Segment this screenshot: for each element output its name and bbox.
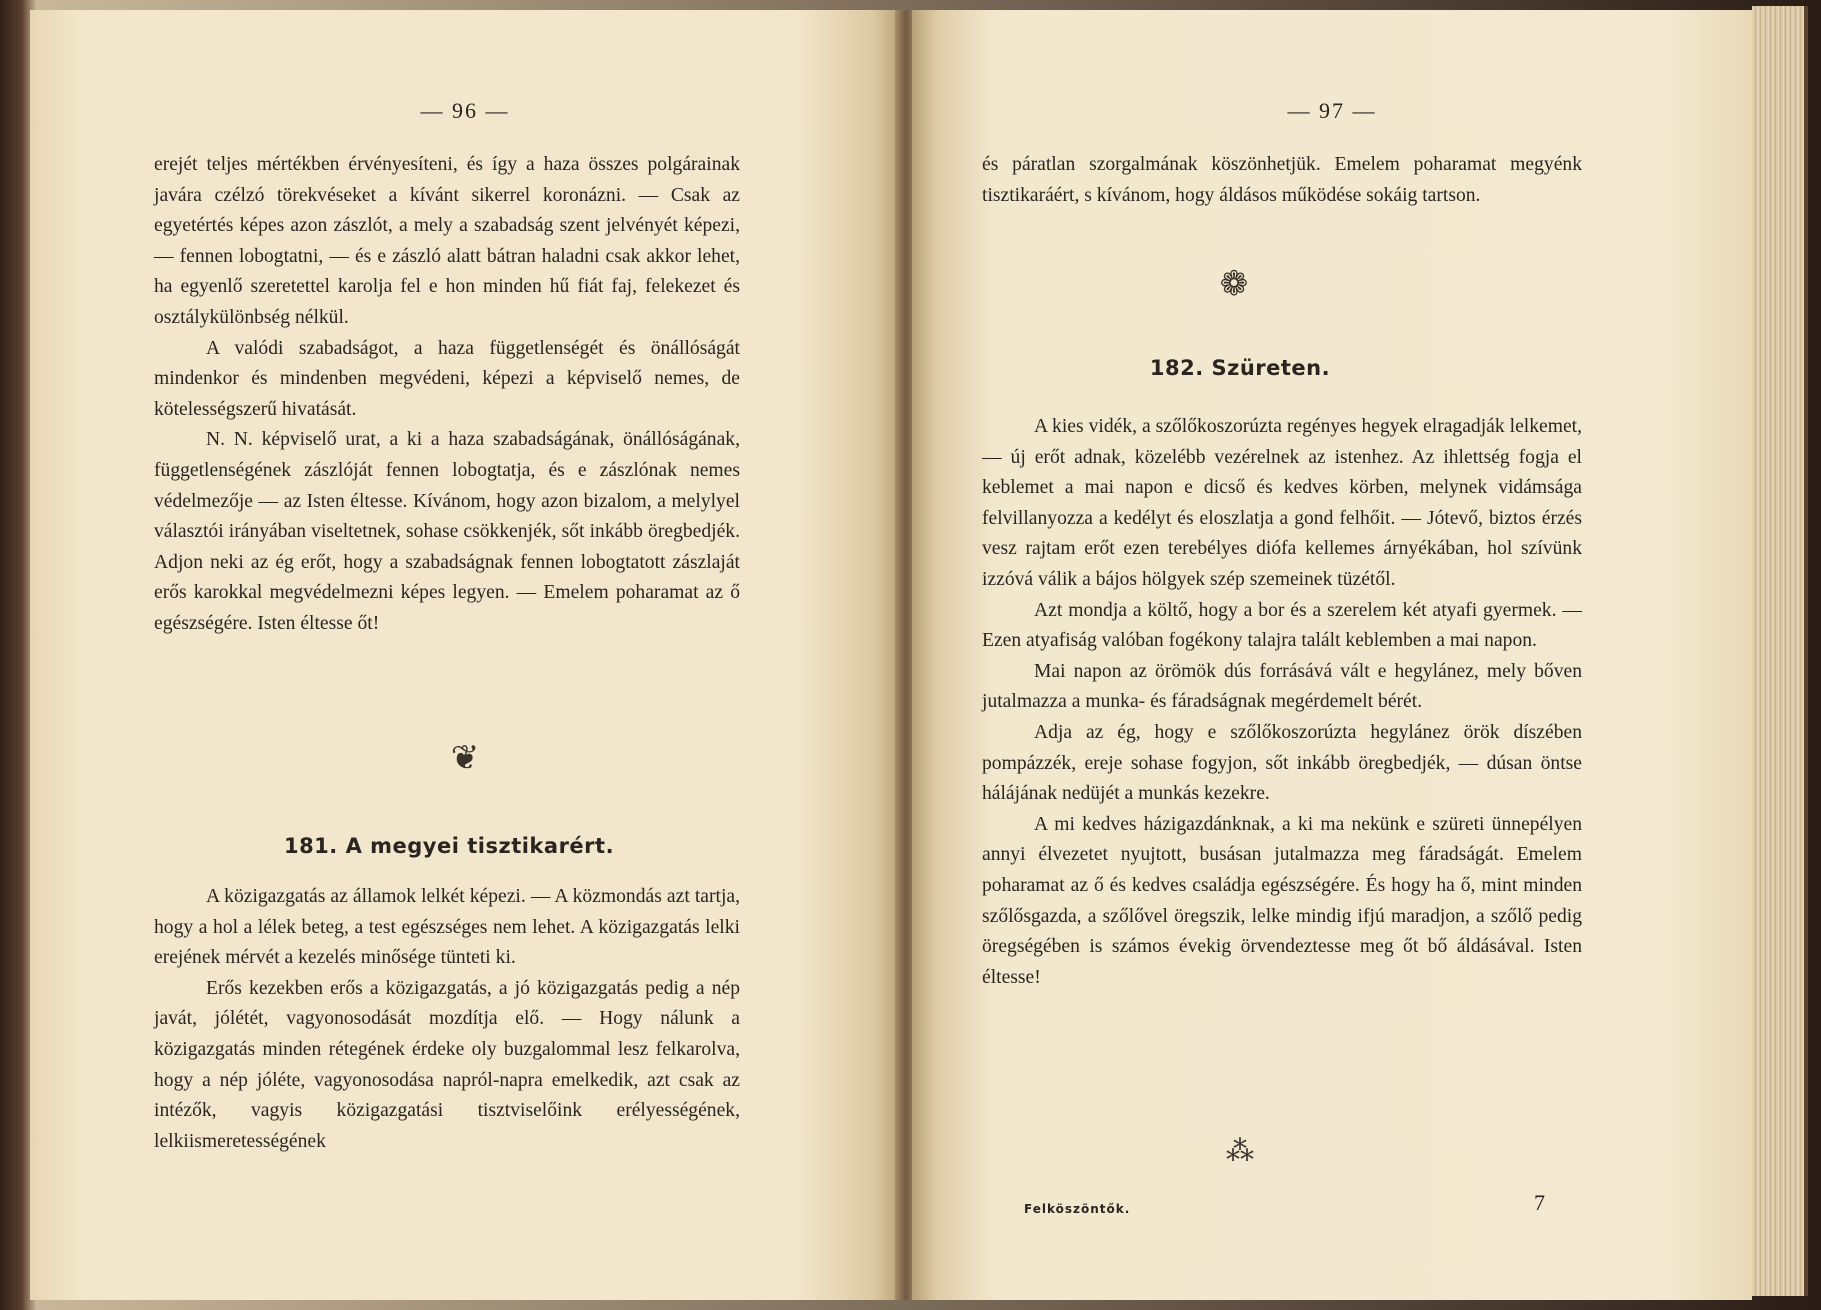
paragraph: Erős kezekben erős a közigazgatás, a jó közigazgatás pedig a nép javát, jólétét, vagyonosodását mozdítja elő. — Hogy nálunk a közigazgatás minden rétegének érdeke oly buzgalommal lesz felkarolva, hogy a nép jóléte, vagyonosodása napról-napra emelkedik, azt csak az intézők, vagyis közigazgatási tisztviselőink erélyességének, lelkiismeretességének: [154, 977, 740, 1152]
paragraph: A közigazgatás az államok lelkét képezi. — A közmondás azt tartja, hogy a hol a lélek beteg, a test egészséges nem lehet. A közigazgatás lelki erejének mérvét a kezelés minősége tünteti ki.: [154, 886, 740, 969]
paragraph: Adja az ég, hogy e szőlőkoszorúzta hegylánez örök díszében pompázzék, ereje sohase fogyjon, sőt inkább öregbedjék, — dúsan öntse hálájának nedüjét a munkás kezekre.: [982, 721, 1582, 805]
paragraph: Azt mondja a költő, hogy a bor és a szerelem két atyafi gyermek. — Ezen atyafiság valóban fogékony talajra talált keblemben a mai napon.: [982, 599, 1582, 652]
page-edges: [1752, 6, 1808, 1296]
page-number-right: — 97 —: [1287, 98, 1377, 123]
right-body-top: [982, 150, 1582, 211]
section-heading-182: 182. Szüreten.: [1149, 356, 1331, 380]
page-number-left: — 96 —: [420, 98, 510, 123]
paragraph: A mi kedves házigazdánknak, a ki ma nekünk e szüreti ünnepélyen annyi élvezetet nyujtott, busásan jutalmazza meg fáradságát. Emelem poharamat az ő és kedves családja egészségére. És hogy ha ő, mint minden szőlősgazda, a szőlővel öregszik, lelke mindig ifjú maradjon, a szőlő pedig öregségében is számos évekig örvendeztesse meg őt bő áldásával. Isten éltesse!: [982, 813, 1582, 988]
right-page: [912, 10, 1752, 1300]
paragraph: N. N. képviselő urat, a ki a haza szabadságának, önállóságának, függetlenségének zászlóját fennen lobogtatja, és e zászlónak nemes védelmezője — az Isten éltesse. Kívánom, hogy azon bizalom, a melylyel választói irányában viseltetnek, sohase csökkenjék, sőt inkább öregbedjék. Adjon neki az ég erőt, hogy a szabadságnak fennen lobogtatott zászlaját erős karokkal megvédelmezni képes legyen. — Emelem poharamat az ő egészségére. Isten éltesse őt!: [154, 429, 740, 634]
paragraph: és páratlan szorgalmának köszönhetjük. Emelem poharamat megyénk tisztikaráért, s kívánom, hogy áldásos működése sokáig tartson.: [982, 154, 1582, 206]
paragraph: A valódi szabadságot, a haza függetlenségét és önállóságát mindenkor és mindenben megvédeni, képezi a képviselő nemes, de kötelességszerű hivatását.: [154, 337, 740, 420]
ornament-icon: ❁: [1219, 266, 1249, 303]
section-heading-181: 181. A megyei tisztikarért.: [283, 834, 615, 858]
ornament-icon: ❦: [450, 740, 480, 777]
signature-mark: 7: [1534, 1190, 1545, 1215]
left-page: [30, 10, 900, 1300]
left-body-top: [154, 150, 740, 640]
left-body-bottom: [154, 882, 740, 1157]
paragraph: A kies vidék, a szőlőkoszorúzta regényes hegyek elragadják lelkemet, — új erőt adnak, közelébb vezérelnek az istenhez. Az ihlettség fogja el keblemet a mai napon e dicső és kedves körben, melynek vidámsága felvillanyozza a kedélyt és eloszlatja a gond felhőit. — Jótevő, biztos érzés vesz rajtam erőt ezen terebélyes diófa kellemes árnyékában, hol szívünk izzóvá válik a bájos hölgyek szép szemeinek tüzétől.: [982, 416, 1582, 590]
end-ornament-icon: ⁂: [1226, 1136, 1254, 1167]
paragraph: erejét teljes mértékben érvényesíteni, és így a haza összes polgárainak javára czélzó törekvéseket a kívánt sikerrel koronázni. — Csak az egyetértés képes azon zászlót, a mely a szabadság szent jelvényét képezi, — fennen lobogtatni, — és e zászló alatt bátran haladni csak akkor lehet, ha egyenlő szeretettel karolja fel e hon minden hű fiát faj, felekezet és osztálykülönbség nélkül.: [154, 154, 740, 328]
signature-footer: Felköszöntők.: [1024, 1202, 1131, 1216]
paragraph: Mai napon az örömök dús forrásává vált e hegylánez, mely bőven jutalmazza a munka- és fáradságnak megérdemelt bérét.: [982, 660, 1582, 713]
right-body-bottom: [982, 412, 1582, 993]
